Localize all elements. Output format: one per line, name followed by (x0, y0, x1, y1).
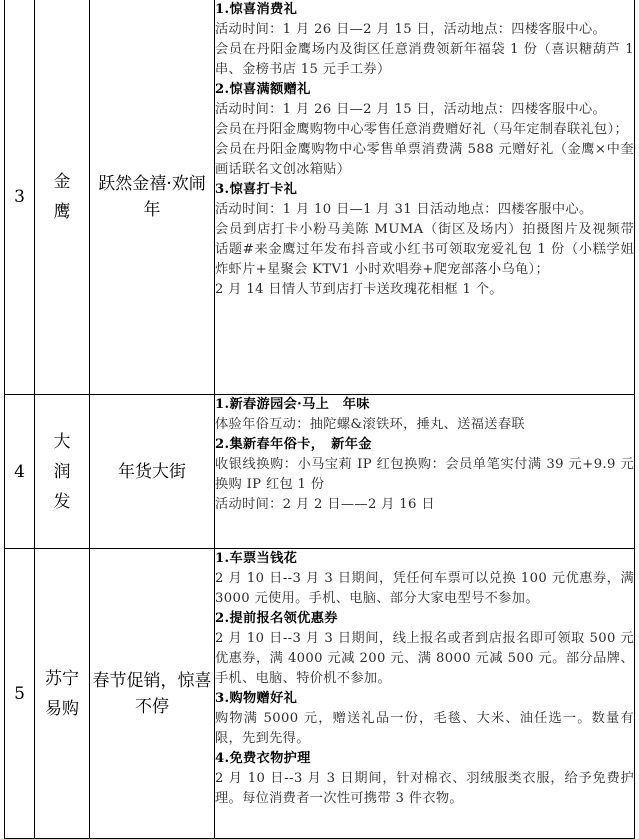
activity-text: 活动时间：1 月 10 日—1 月 31 日活动地点：四楼客服中心。 (215, 202, 593, 217)
merchant-name-cell (35, 549, 90, 839)
activity-heading: 1.惊喜消费礼 (215, 2, 298, 17)
activity-heading: 2.提前报名领优惠券 (215, 611, 338, 626)
promotion-table (4, 0, 635, 839)
table-row (5, 0, 635, 395)
row-number-cell: 4 (5, 395, 35, 549)
detail-cell (215, 395, 635, 549)
activity-text: 2 月 14 日情人节到店打卡送玫瑰花相框 1 个。 (215, 282, 503, 297)
merchant-name-cell (35, 395, 90, 549)
merchant-name: 大润发 (53, 431, 71, 512)
table-row (5, 549, 635, 839)
activity-text: 2 月 10 日--3 月 3 日期间，线上报名或者到店报名即可领取 500 元优惠券，满 4000 元减 200 元、满 8000 元减 500 元。部分品牌、手机、电脑、特价机不参加。 (215, 631, 634, 686)
activity-text: 购物满 5000 元，赠送礼品一份，毛毯、大米、油任选一。数量有限，先到先得。 (215, 711, 634, 746)
table-row (5, 395, 635, 549)
activity-text: 2 月 10 日--3 月 3 日期间，针对棉衣、羽绒服类衣服，给予免费护理。每位消费者一次性可携带 3 件衣物。 (215, 771, 634, 806)
activity-text: 活动时间：1 月 26 日—2 月 15 日，活动地点：四楼客服中心。 (215, 102, 607, 117)
activity-heading: 3.购物赠好礼 (215, 691, 298, 706)
activity-text: 会员在丹阳金鹰场内及街区任意消费领新年福袋 1 份（喜识糖葫芦 1 串、金榜书店 15 元手工券） (215, 42, 634, 77)
activity-text: 会员在丹阳金鹰购物中心零售任意消费赠好礼（马年定制春联礼包）； (215, 122, 629, 137)
merchant-name-cell (35, 0, 90, 395)
activity-heading: 2.集新春年俗卡， 新年金 (215, 437, 372, 452)
activity-text: 活动时间：2 月 2 日——2 月 16 日 (215, 497, 435, 512)
merchant-name: 苏宁易购 (44, 668, 79, 719)
activity-heading: 2.惊喜满额赠礼 (215, 82, 311, 97)
theme-cell: 春节促销，惊喜不停 (90, 549, 215, 839)
activity-text: 会员到店打卡小粉马美陈 MUMA（街区及场内）拍摄图片及视频带话题#来金鹰过年发布抖音或小红书可领取宠爱礼包 1 份（小糕学姐炸虾片+星聚会 KTV1 小时欢唱券+爬宠部落小乌龟）； (215, 222, 634, 277)
merchant-name: 金鹰 (53, 172, 71, 222)
detail-cell (215, 549, 635, 839)
activity-text: 活动时间：1 月 26 日—2 月 15 日，活动地点：四楼客服中心。 (215, 22, 607, 37)
activity-heading: 4.免费衣物护理 (215, 751, 311, 766)
promotion-table-body (5, 0, 635, 839)
activity-heading: 1.车票当钱花 (215, 551, 298, 566)
activity-text: 收银线换购：小马宝莉 IP 红包换购：会员单笔实付满 39 元+9.9 元换购 IP 红包 1 份 (215, 457, 634, 492)
activity-heading: 1.新春游园会·马上 年味 (215, 397, 370, 412)
row-number-cell: 5 (5, 549, 35, 839)
theme-cell: 跃然金禧·欢闹年 (90, 0, 215, 395)
activity-heading: 3.惊喜打卡礼 (215, 182, 298, 197)
activity-text: 体验年俗互动：抽陀螺&滚铁环，捶丸、送福送春联 (215, 417, 525, 432)
theme-cell: 年货大街 (90, 395, 215, 549)
activity-text: 2 月 10 日--3 月 3 日期间，凭任何车票可以兑换 100 元优惠券，满 3000 元使用。手机、电脑、部分大家电型号不参加。 (215, 571, 634, 606)
row-number-cell: 3 (5, 0, 35, 395)
activity-text: 会员在丹阳金鹰购物中心零售单票消费满 588 元赠好礼（金鹰×中奎画话联名文创冰箱贴） (215, 142, 634, 177)
detail-cell (215, 0, 635, 395)
